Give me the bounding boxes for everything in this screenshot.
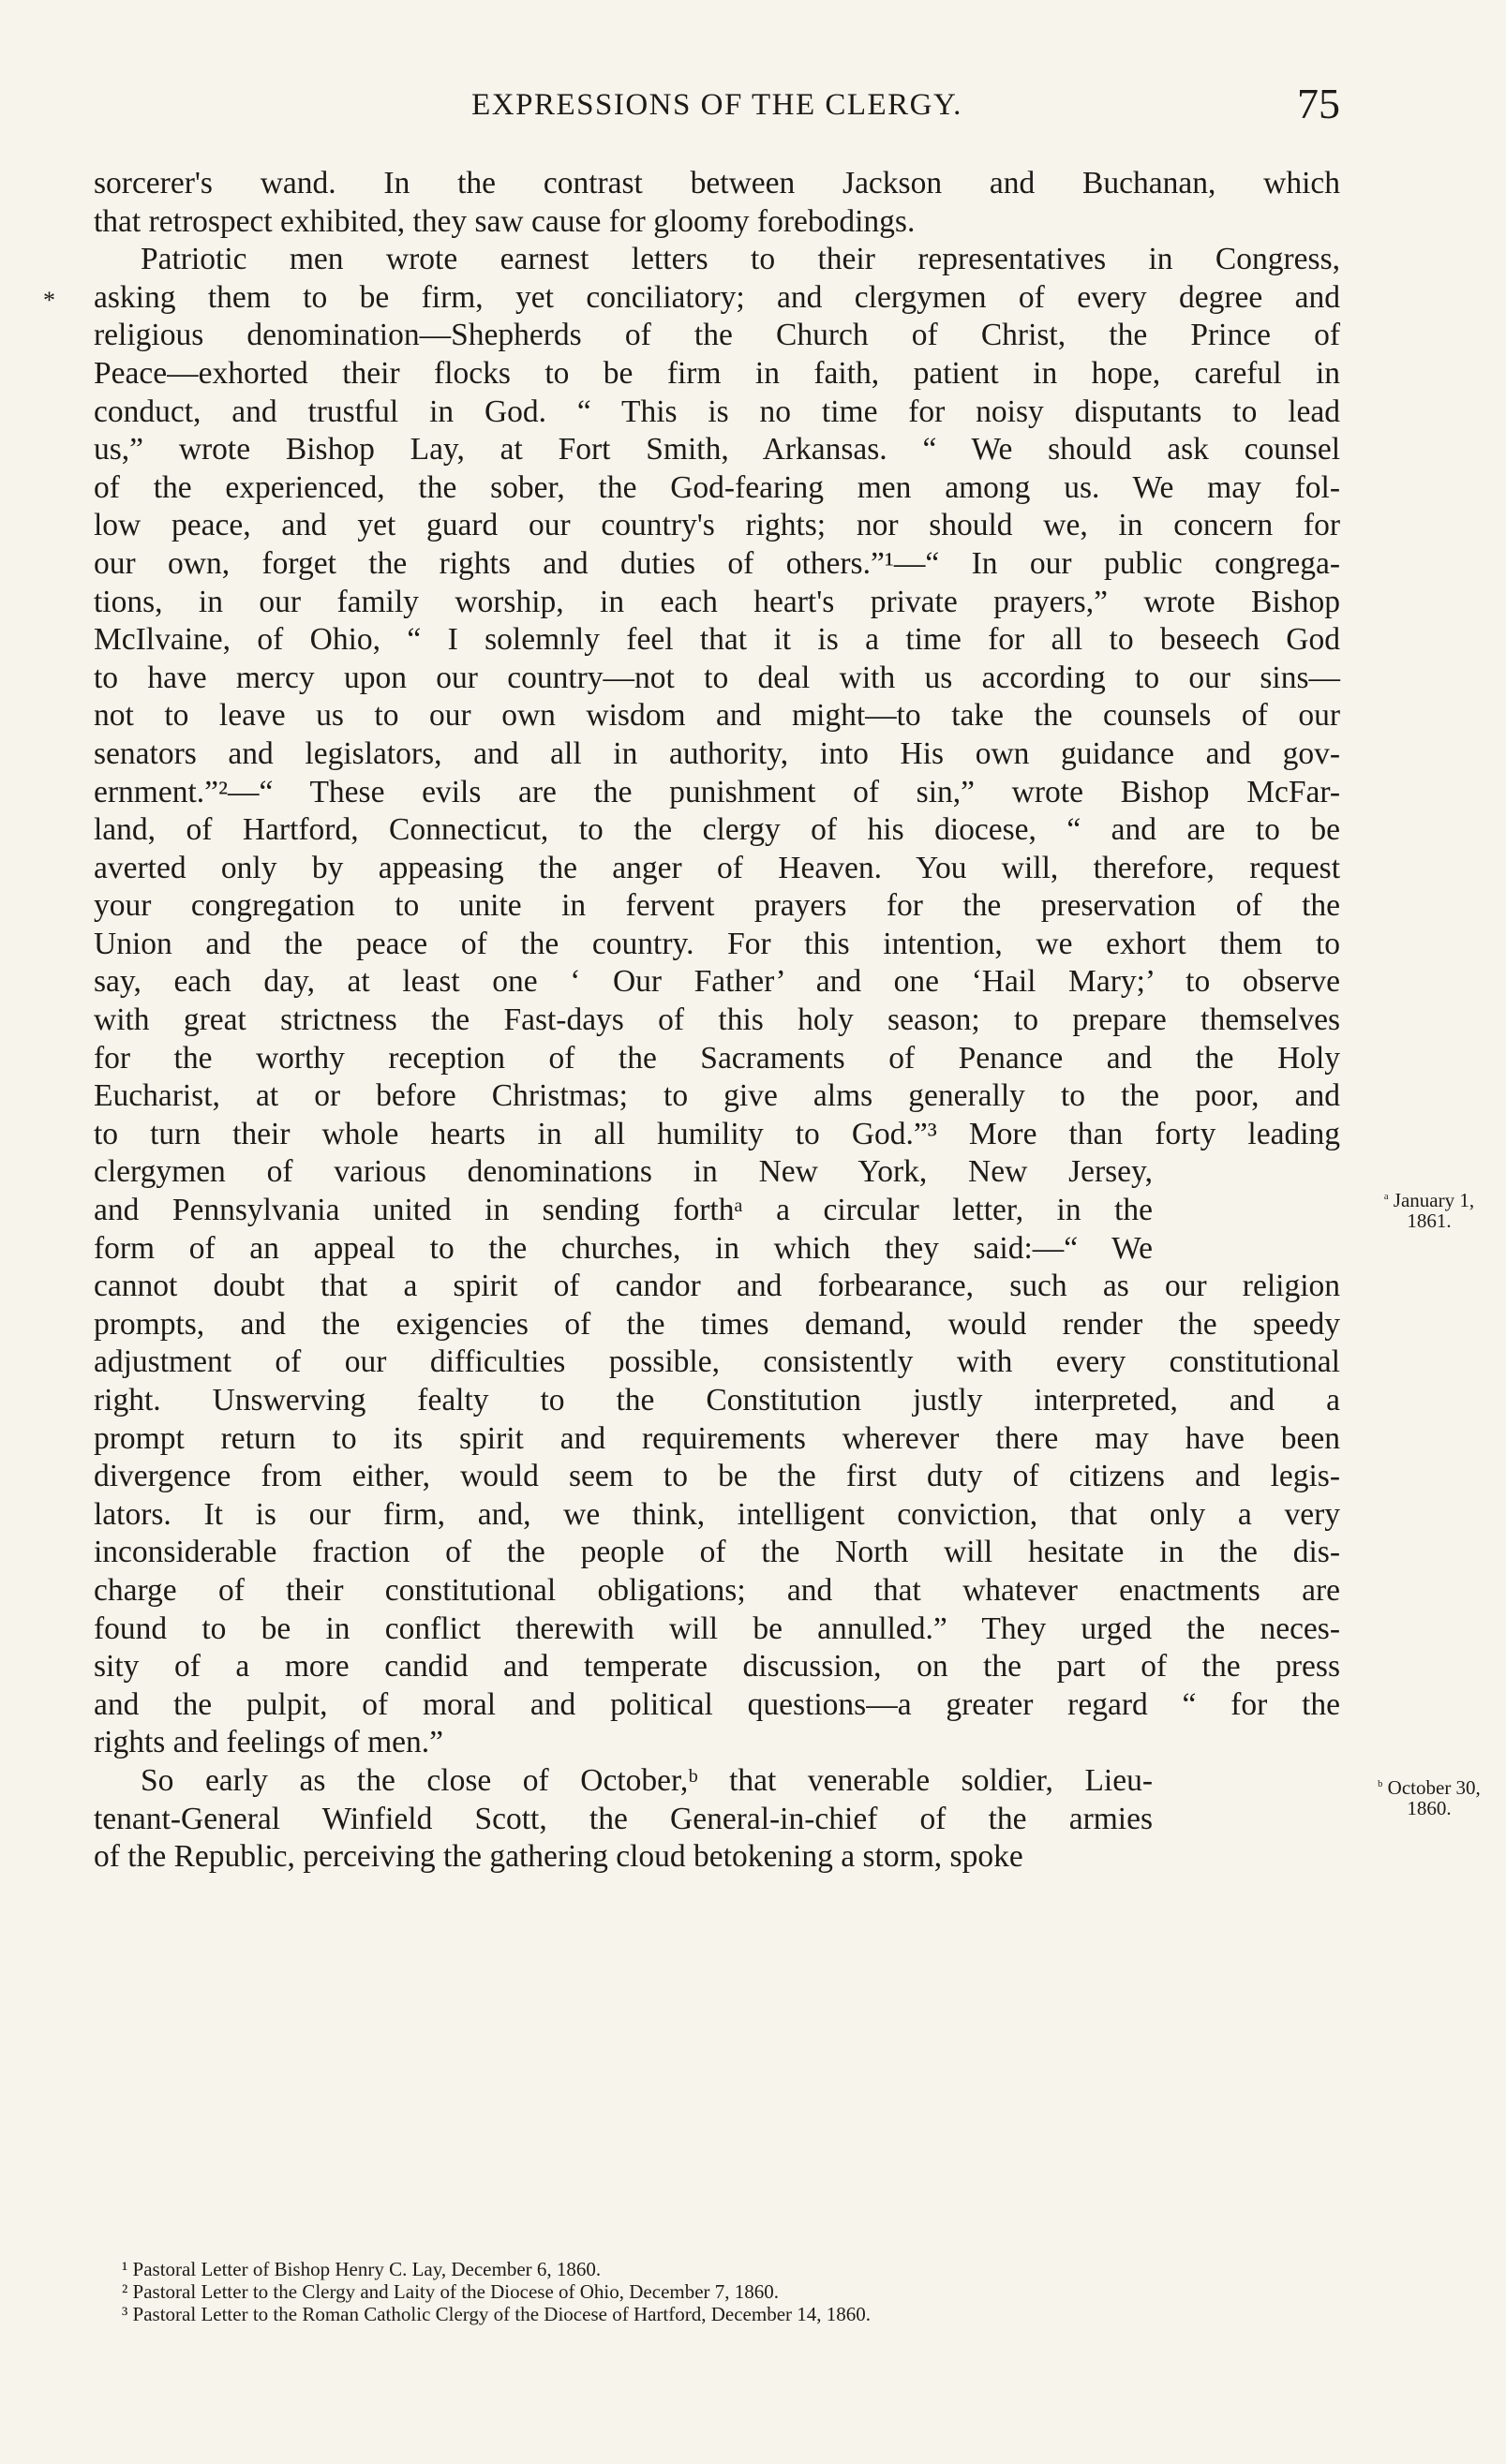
text-line: of the Republic, perceiving the gathering cloud betokening a storm, spoke bbox=[94, 1839, 1023, 1875]
footnote: ² Pastoral Letter to the Clergy and Laity of the Diocese of Ohio, December 7, 1860. bbox=[122, 2280, 780, 2303]
text-line: right. Unswerving fealty to the Constitution justly interpreted, and a bbox=[94, 1383, 1340, 1418]
text-line: divergence from either, would seem to be the first duty of citizens and legis- bbox=[94, 1459, 1340, 1494]
text-line: averted only by appeasing the anger of Heaven. You will, therefore, request bbox=[94, 850, 1340, 885]
text-line: Peace—exhorted their flocks to be firm in faith, patient in hope, careful in bbox=[94, 355, 1340, 391]
footnotes bbox=[122, 2258, 1246, 2325]
text-line: conduct, and trustful in God. “ This is no time for noisy disputants to lead bbox=[94, 393, 1340, 429]
text-line: of the experienced, the sober, the God-fearing men among us. We may fol- bbox=[94, 469, 1340, 505]
text-line: land, of Hartford, Connecticut, to the clergy of his diocese, “ and are to be bbox=[94, 812, 1340, 848]
text-line: and Pennsylvania united in sending forthᵃ a circular letter, in the bbox=[94, 1193, 1153, 1228]
margin-note-year: 1861. bbox=[1407, 1210, 1452, 1232]
text-line: sity of a more candid and temperate discussion, on the part of the press bbox=[94, 1649, 1340, 1685]
text-line: to turn their whole hearts in all humility to God.”³ More than forty leading bbox=[94, 1116, 1340, 1151]
margin-note-marker: b bbox=[1378, 1779, 1383, 1789]
text-line: Patriotic men wrote earnest letters to their representatives in Congress, bbox=[141, 242, 1340, 277]
text-line: with great strictness the Fast-days of this holy season; to prepare themselves bbox=[94, 1002, 1340, 1038]
text-line: found to be in conflict therewith will be annulled.” They urged the neces- bbox=[94, 1611, 1340, 1646]
margin-note-january bbox=[1359, 1190, 1499, 1231]
page-number: 75 bbox=[1297, 80, 1340, 127]
text-line: sorcerer's wand. In the contrast between Jackson and Buchanan, which bbox=[94, 166, 1340, 200]
text-line: form of an appeal to the churches, in which they said:—“ We bbox=[94, 1230, 1153, 1266]
text-line: not to leave us to our own wisdom and might—to take the counsels of our bbox=[94, 698, 1340, 734]
margin-note-october bbox=[1359, 1777, 1499, 1818]
text-line: prompt return to its spirit and requirements wherever there may have been bbox=[94, 1420, 1340, 1456]
text-line: Eucharist, at or before Christmas; to give alms generally to the poor, and bbox=[94, 1078, 1340, 1114]
footnote: ³ Pastoral Letter to the Roman Catholic Clergy of the Diocese of Hartford, December 14, 1860. bbox=[122, 2303, 872, 2325]
text-line: prompts, and the exigencies of the times demand, would render the speedy bbox=[94, 1306, 1340, 1342]
text-line: that retrospect exhibited, they saw cause for gloomy forebodings. bbox=[94, 203, 916, 239]
page-header bbox=[94, 82, 1340, 135]
text-line: tions, in our family worship, in each heart's private prayers,” wrote Bishop bbox=[94, 584, 1340, 619]
text-line: inconsiderable fraction of the people of the North will hesitate in the dis- bbox=[94, 1535, 1340, 1570]
text-line: religious denomination—Shepherds of the Church of Christ, the Prince of bbox=[94, 318, 1340, 353]
text-line: asking them to be firm, yet conciliatory; and clergymen of every degree and bbox=[94, 279, 1340, 315]
text-line: ernment.”²—“ These evils are the punishment of sin,” wrote Bishop McFar- bbox=[94, 774, 1340, 809]
margin-note-marker: a bbox=[1383, 1192, 1389, 1202]
text-line: us,” wrote Bishop Lay, at Fort Smith, Arkansas. “ We should ask counsel bbox=[94, 432, 1340, 468]
text-line: and the pulpit, of moral and political questions—a greater regard “ for the bbox=[94, 1686, 1340, 1722]
text-line: tenant-General Winfield Scott, the General-in-chief of the armies bbox=[94, 1801, 1153, 1836]
text-line: charge of their constitutional obligations; and that whatever enactments are bbox=[94, 1572, 1340, 1608]
text-line: your congregation to unite in fervent prayers for the preservation of the bbox=[94, 888, 1340, 924]
text-line: adjustment of our difficulties possible, consistently with every constitutional bbox=[94, 1344, 1340, 1380]
footnote: ¹ Pastoral Letter of Bishop Henry C. Lay, December 6, 1860. bbox=[122, 2258, 602, 2280]
text-line: Union and the peace of the country. For this intention, we exhort them to bbox=[94, 926, 1340, 961]
marginal-mark: * bbox=[43, 287, 55, 314]
margin-note-date: January 1, bbox=[1393, 1189, 1475, 1211]
text-line: for the worthy reception of the Sacraments of Penance and the Holy bbox=[94, 1040, 1340, 1076]
text-line: So early as the close of October,ᵇ that venerable soldier, Lieu- bbox=[141, 1762, 1153, 1798]
text-line: our own, forget the rights and duties of others.”¹—“ In our public congrega- bbox=[94, 545, 1340, 581]
text-line: lators. It is our firm, and, we think, intelligent conviction, that only a very bbox=[94, 1496, 1340, 1532]
text-line: say, each day, at least one ‘ Our Father’ and one ‘Hail Mary;’ to observe bbox=[94, 964, 1340, 1000]
margin-note-year: 1860. bbox=[1407, 1797, 1452, 1819]
text-line: cannot doubt that a spirit of candor and forbearance, such as our religion bbox=[94, 1269, 1340, 1304]
text-line: rights and feelings of men.” bbox=[94, 1725, 444, 1760]
margin-note-date: October 30, bbox=[1387, 1776, 1481, 1799]
running-title: EXPRESSIONS OF THE CLERGY. bbox=[471, 88, 962, 122]
body-text bbox=[94, 165, 1340, 1877]
text-line: low peace, and yet guard our country's rights; nor should we, in concern for bbox=[94, 508, 1340, 543]
text-line: senators and legislators, and all in authority, into His own guidance and gov- bbox=[94, 735, 1340, 771]
text-line: to have mercy upon our country—not to deal with us according to our sins— bbox=[94, 660, 1340, 695]
text-line: clergymen of various denominations in New York, New Jersey, bbox=[94, 1154, 1153, 1190]
text-line: McIlvaine, of Ohio, “ I solemnly feel that it is a time for all to beseech God bbox=[94, 622, 1340, 658]
